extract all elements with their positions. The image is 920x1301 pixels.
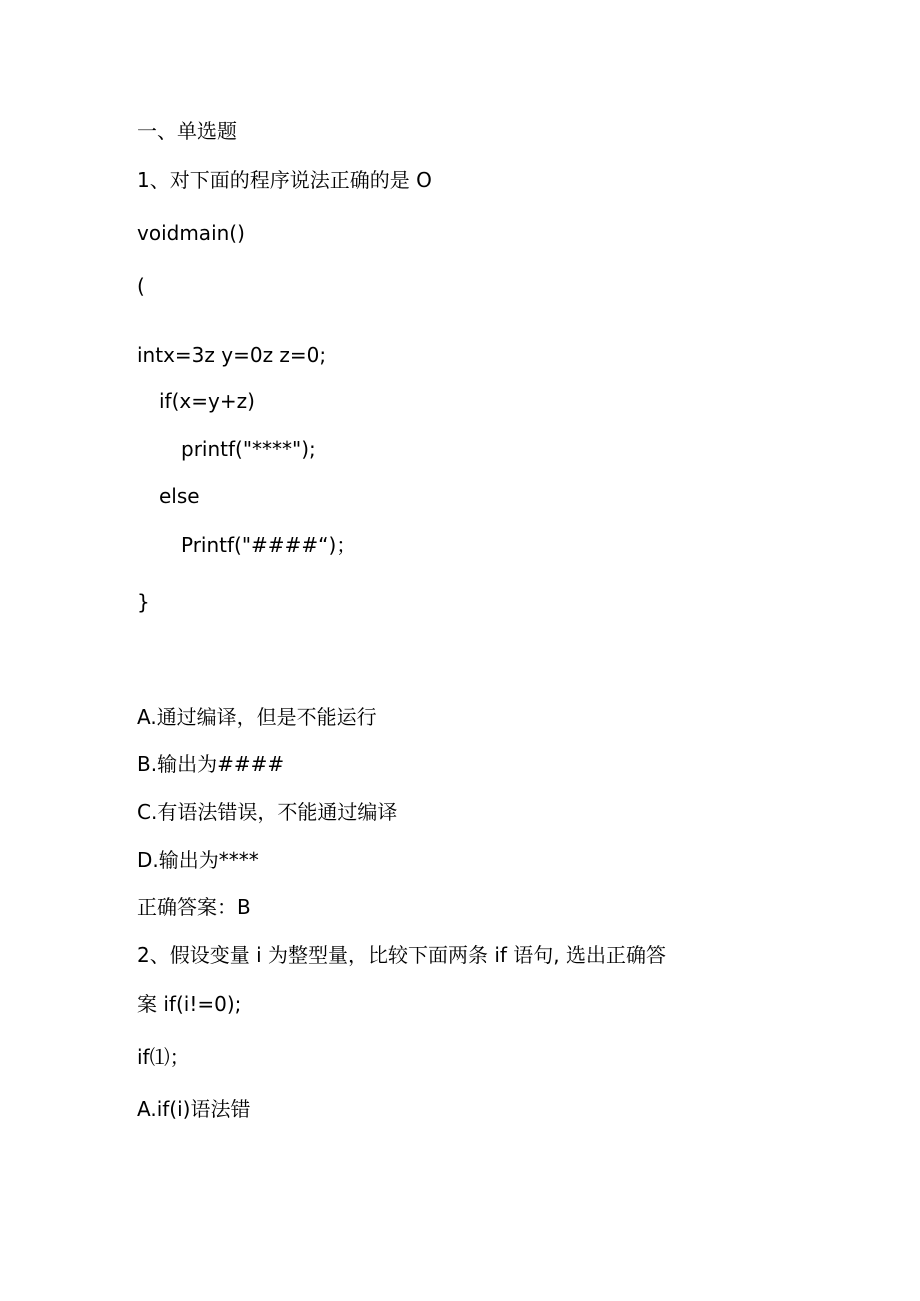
option-c: C.有语法错误，不能通过编译 [137,800,398,824]
code-line: if⑴； [137,1045,190,1069]
option-a: A.通过编译，但是不能运行 [137,705,377,729]
option-b: B.输出为#### [137,752,285,776]
question-2-stem: 2、假设变量 i 为整型量，比较下面两条 if 语句, 选出正确答 [137,943,667,967]
code-line: if(x=y+z) [159,389,255,413]
code-line: Printf("####“)； [181,533,357,557]
answer-line: 正确答案：B [137,895,251,919]
question-2-stem-continued: 案 if(i!=0); [137,992,242,1016]
option-d: D.输出为**** [137,848,259,872]
question-1-stem: 1、对下面的程序说法正确的是 O [137,168,432,192]
option-a: A.if(i)语法错 [137,1097,251,1121]
code-line: voidmain() [137,221,245,245]
section-title: 一、单选题 [137,119,237,143]
code-line: intx=3z y=0z z=0; [137,343,327,367]
code-line: else [159,484,200,508]
code-line: printf("****"); [181,437,316,461]
code-line: } [137,590,150,614]
code-line: ( [137,274,145,298]
